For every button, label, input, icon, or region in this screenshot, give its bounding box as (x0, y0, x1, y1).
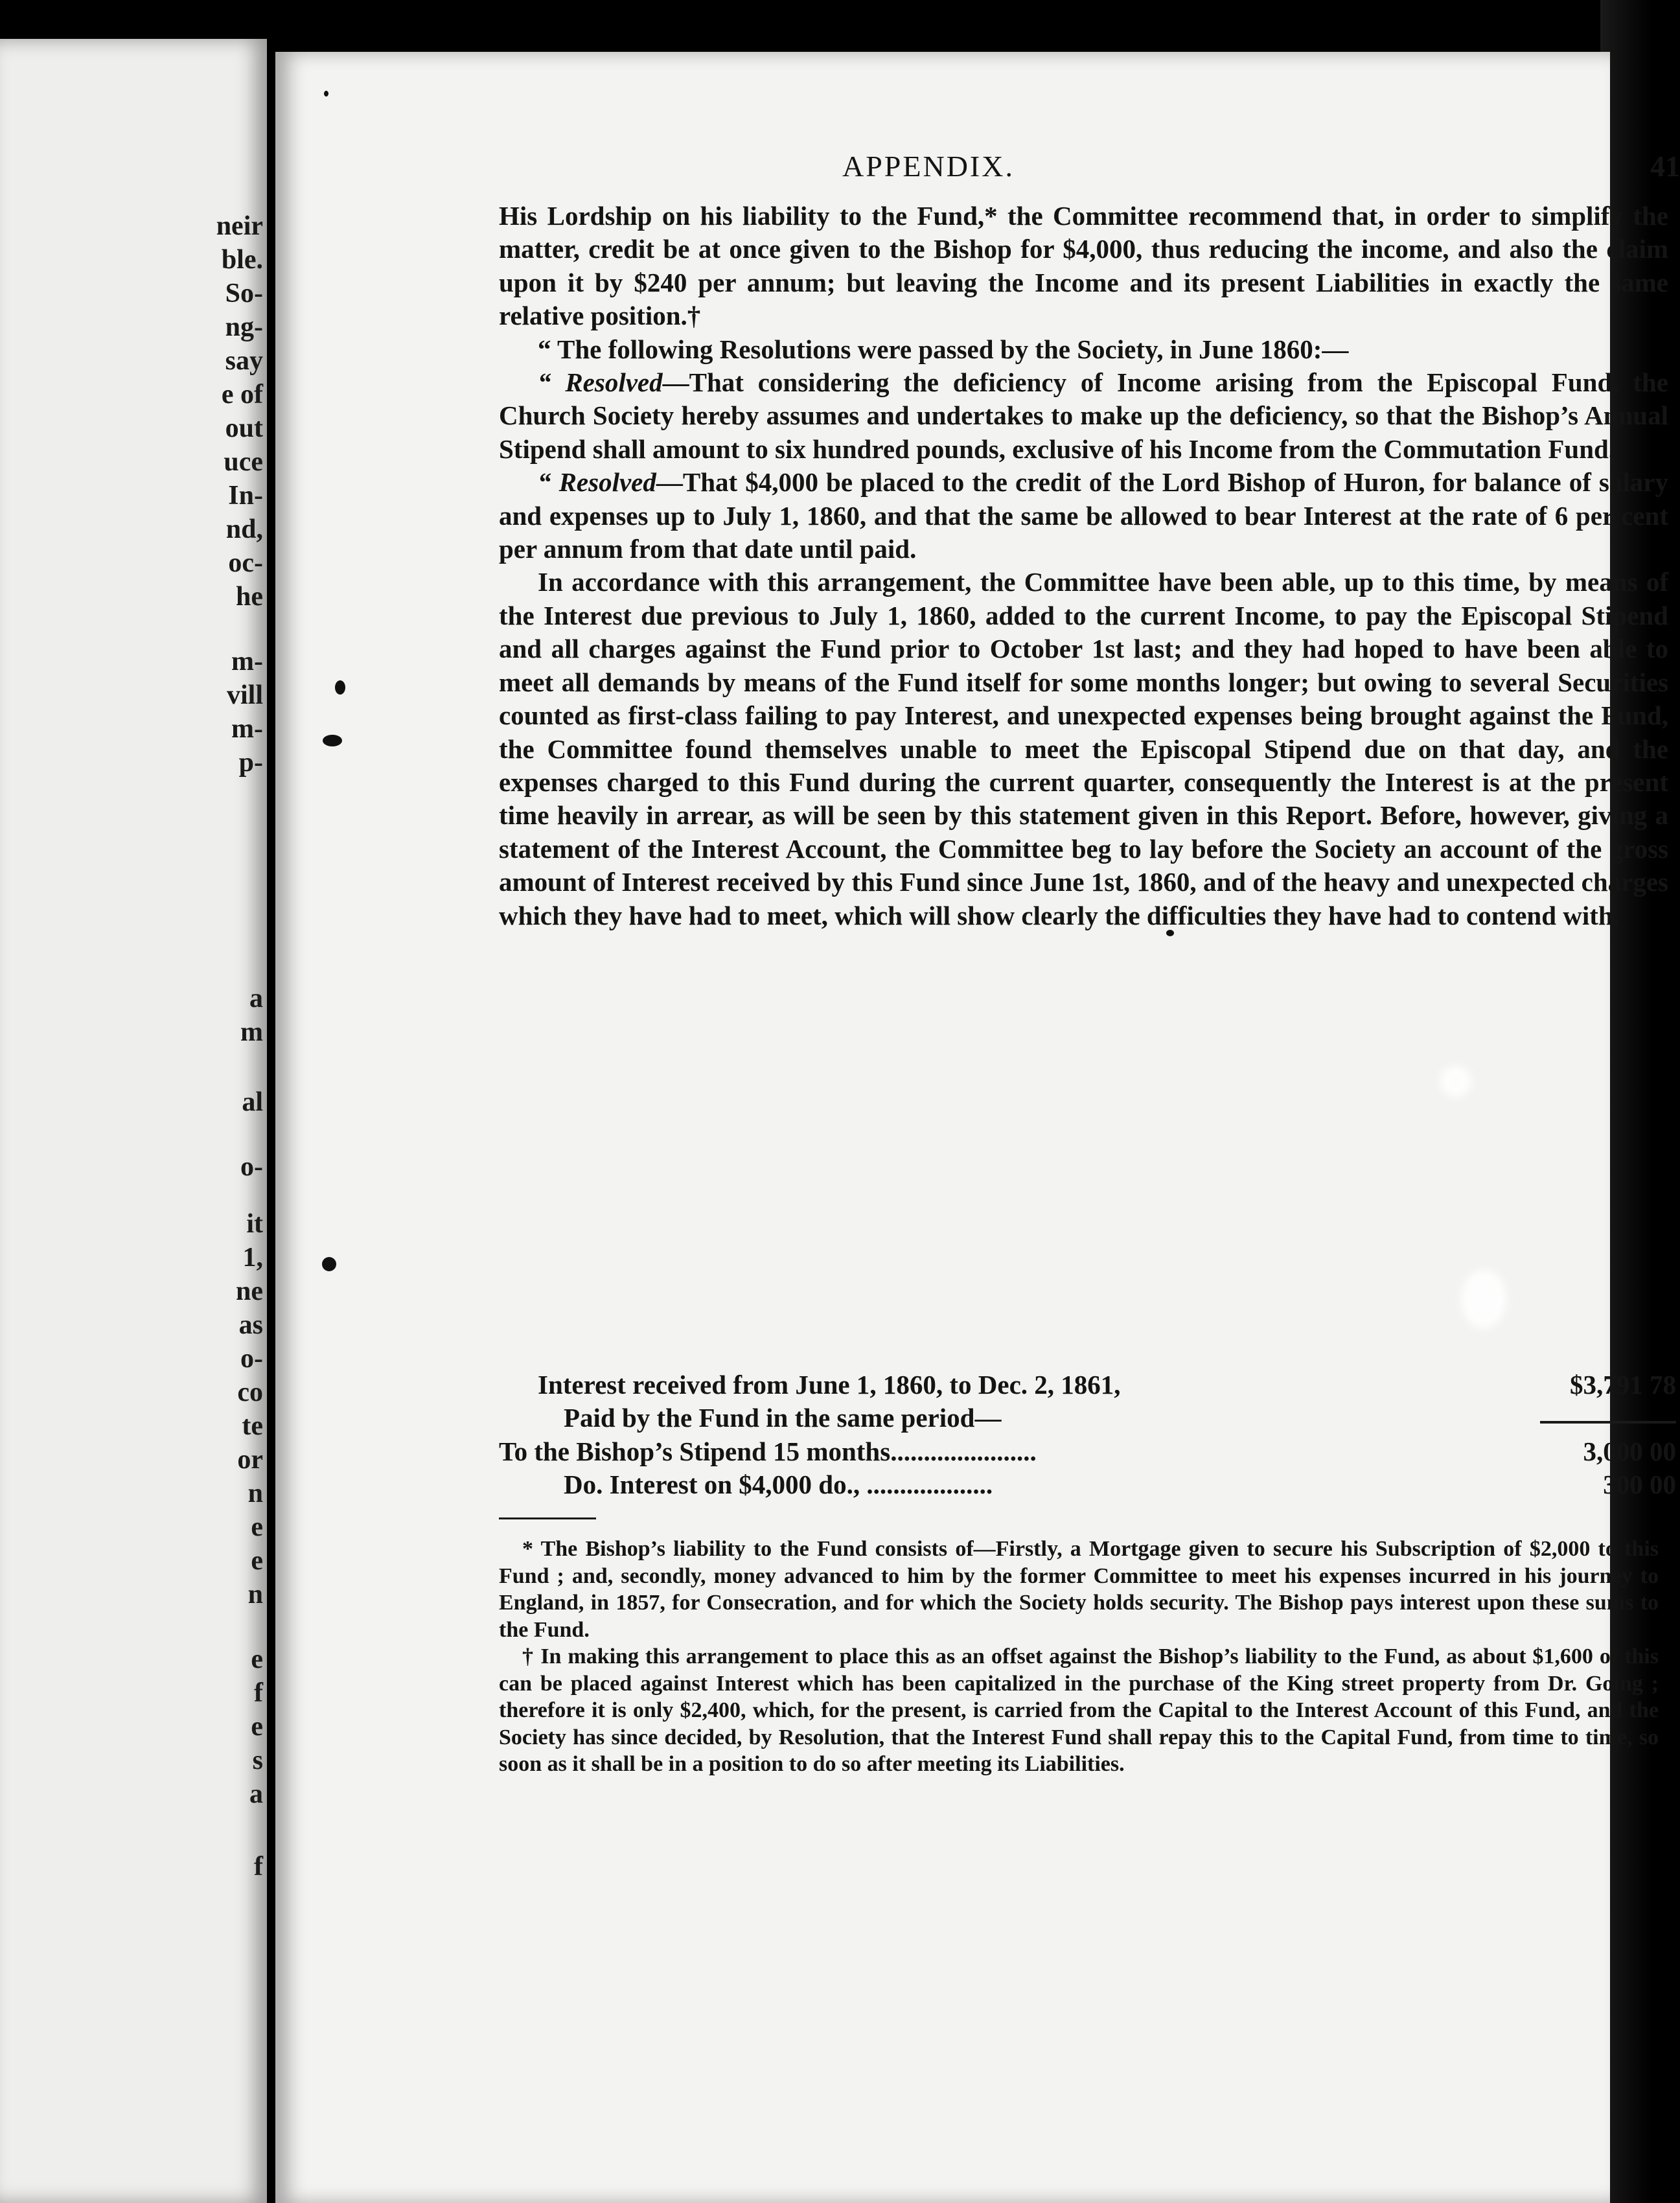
page-header (499, 149, 1680, 194)
paper-blemish (1461, 1270, 1506, 1328)
row-label: Interest received from June 1, 1860, to Dec. 2, 1861, (538, 1370, 1121, 1400)
facing-fragment: co (237, 1378, 263, 1407)
facing-fragment: say (225, 346, 263, 376)
facing-fragment: f (254, 1678, 263, 1708)
facing-fragment: m- (231, 647, 263, 676)
body-text (499, 200, 1668, 932)
paper-blemish (1440, 1066, 1471, 1097)
resolution-label: “ Resolved (538, 467, 656, 498)
facing-fragment: uce (224, 447, 263, 477)
sum-rule (1540, 1421, 1676, 1424)
facing-fragment: o- (240, 1152, 263, 1182)
book-page (275, 52, 1680, 2203)
facing-fragment: m- (231, 714, 263, 744)
facing-fragment: al (242, 1087, 263, 1117)
facing-fragment: n (247, 1580, 263, 1609)
resolution-1 (499, 366, 1668, 466)
running-head: APPENDIX. (842, 150, 1015, 183)
footnotes (499, 1536, 1659, 1778)
resolution-text: —That considering the deficiency of Income arising from the Episcopal Fund, the Church Society hereby assumes and undertakes to make up the deficiency, so that the Bishop’s Annual Stipend shall amount to six hundred pounds, exclusive of his Income from the Commutation Fund. (499, 367, 1668, 464)
facing-fragment: e (251, 1644, 263, 1674)
resolution-2 (499, 466, 1668, 566)
facing-fragment: ng- (225, 312, 263, 342)
facing-fragment: a (249, 984, 263, 1013)
interest-statement (499, 1368, 1676, 1502)
paragraph-arrangement: In accordance with this arrangement, the Committee have been able, up to this time, by means of the Interest due previous to July 1, 1860, added to the current Income, to pay the Episcopal Stipend and all charges against the Fund prior to October 1st last; and they had hoped to have been able to meet all demands by means of the Fund itself for some months longer; but owing to several Securities counted as first-class failing to pay Interest, and unexpected expenses being brought against the Fund, the Committee found themselves unable to meet the Episcopal Stipend due on that day, and the expenses charged to this Fund during the current quarter, consequently the Interest is at the present time heavily in arrear, as will be seen by this statement given in this Report. Before, however, giving a statement of the Interest Account, the Committee beg to lay before the Society an account of the gross amount of Interest received by this Fund since June 1st, 1860, and of the heavy and unexpected charges which they have had to meet, which will show clearly the difficulties they have had to contend with. (499, 567, 1668, 930)
paragraph-resolutions-intro: “ The following Resolutions were passed by the Society, in June 1860:— (538, 334, 1349, 364)
facing-fragment: So- (225, 279, 263, 308)
facing-fragment: neir (216, 211, 263, 241)
facing-fragment: te (242, 1411, 263, 1441)
row-label: To the Bishop’s Stipend 15 months...................... (499, 1436, 1037, 1466)
paragraph-recommendation: His Lordship on his liability to the Fund,* the Committee recommend that, in order to simplify the matter, credit be at once given to the Bishop for $4,000, thus reducing the income, and also the claim upon it by $240 per annum; but leaving the Income and its present Liabilities in exactly the same relative position.† (499, 201, 1668, 331)
facing-fragment: n (247, 1479, 263, 1508)
row-value: 300 00 (1603, 1470, 1676, 1500)
facing-fragment: 1, (242, 1243, 263, 1273)
row-label: Do. Interest on $4,000 do., ................... (564, 1470, 993, 1500)
facing-fragment: e (251, 1512, 263, 1542)
facing-fragment: f (254, 1852, 263, 1882)
facing-fragment: e (251, 1712, 263, 1742)
facing-page-text-fragments (133, 39, 263, 2203)
facing-fragment: vill (226, 680, 263, 710)
facing-fragment: s (252, 1746, 263, 1775)
footnote-2: † In making this arrangement to place this as an offset against the Bishop’s liability to the Fund, as about $1,600 of this can be placed against Interest which has been capitalized in the purchase of the King street property from Dr. Going ; therefore it is only $2,400, which, for the present, is carried from the Capital to the Interest Account of this Fund, and the Society has since decided, by Resolution, that the Interest Fund shall repay this to the Capital Fund, from time to time, so soon as it shall be in a position to do so after meeting its Liabilities. (499, 1644, 1659, 1776)
footnote-1: * The Bishop’s liability to the Fund consists of—Firstly, a Mortgage given to secure his Subscription of $2,000 to this Fund ; and, secondly, money advanced to him by the former Committee to meet his expenses incurred in his journey to England, in 1857, for Consecration, and for which the Society holds security. The Bishop pays interest upon these sums to the Fund. (499, 1537, 1659, 1642)
ink-speck (335, 680, 345, 695)
resolution-label: “ Resolved (538, 367, 663, 398)
table-row (499, 1368, 1676, 1401)
resolution-text: —That $4,000 be placed to the credit of the Lord Bishop of Huron, for balance of salary and expenses up to July 1, 1860, and that the same be allowed to bear Interest at the rate of 6 per cent per annum from that date until paid. (499, 467, 1668, 564)
row-value: $3,791 78 (1570, 1370, 1676, 1400)
facing-page (0, 39, 267, 2203)
facing-fragment: a (249, 1779, 263, 1809)
row-value: 3,000 00 (1583, 1436, 1676, 1466)
ink-speck (323, 735, 342, 746)
page-number: 41 (1650, 150, 1680, 183)
facing-fragment: oc- (228, 548, 263, 578)
facing-fragment: out (225, 413, 263, 443)
footnote-rule (499, 1517, 596, 1519)
facing-fragment: as (238, 1310, 263, 1340)
facing-fragment: or (237, 1445, 263, 1475)
facing-fragment: nd, (225, 514, 263, 544)
facing-fragment: m (240, 1017, 263, 1047)
ink-speck (324, 91, 328, 97)
facing-fragment: In- (228, 481, 263, 511)
table-row (499, 1435, 1676, 1468)
facing-fragment: ble. (221, 245, 263, 275)
facing-fragment: o- (240, 1344, 263, 1374)
facing-fragment: e of (221, 380, 263, 409)
row-label: Paid by the Fund in the same period— (564, 1403, 1002, 1433)
facing-fragment: he (236, 582, 263, 612)
table-row (499, 1401, 1668, 1435)
facing-fragment: p- (238, 748, 263, 778)
facing-fragment: it (246, 1209, 263, 1239)
ink-speck (322, 1257, 336, 1271)
table-row (499, 1468, 1676, 1501)
facing-fragment: e (251, 1546, 263, 1576)
facing-fragment: ne (236, 1276, 263, 1306)
